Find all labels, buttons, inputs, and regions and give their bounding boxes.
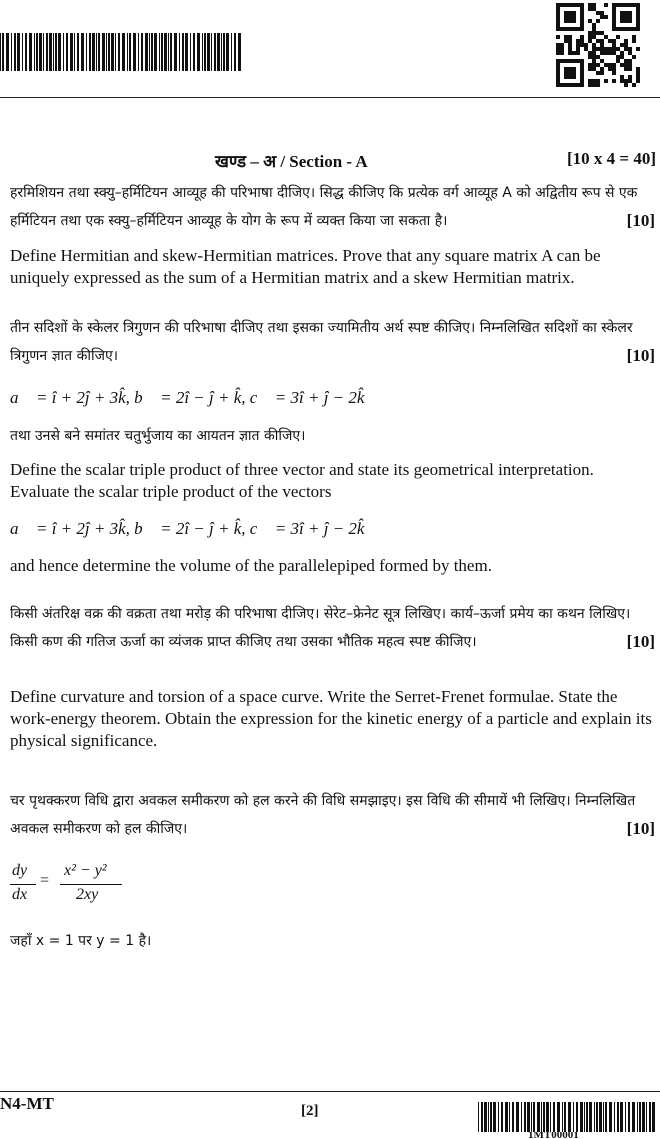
qr-module: [584, 43, 588, 47]
qr-module: [564, 11, 576, 23]
barcode-bar: [149, 33, 150, 71]
eq-rhs-numerator: x² − y²: [64, 862, 107, 879]
barcode-bar: [521, 1102, 522, 1132]
eq-lhs-denominator: dx: [12, 886, 28, 903]
barcode-bar: [89, 33, 91, 71]
bottom-barcode: [478, 1102, 658, 1132]
qr-module: [596, 11, 600, 15]
qr-module: [576, 43, 580, 47]
qr-module: [568, 39, 572, 43]
q1-hindi-text: हरमिशियन तथा स्क्यु–हर्मिटियन आव्यूह की परिभाषा दीजिए। सिद्ध कीजिए कि प्रत्येक वर्ग आव्यूह A को अद्वितीय रूप से एक हर्मिटियन तथा एक स्क्यु–हर्मिटियन आव्यूह के योग के रूप में व्यक्त किया जा सकता है।: [10, 185, 638, 229]
barcode-bar: [238, 33, 241, 71]
barcode-bar: [221, 33, 222, 71]
barcode-bar: [537, 1102, 540, 1132]
q2-vectors-1: a⃗ = î + 2ĵ + 3k̂, b⃗ = 2î − ĵ + k̂, c⃗ = 3î + ĵ − 2k̂: [10, 388, 365, 407]
qr-module: [612, 39, 616, 43]
qr-module: [568, 47, 572, 51]
barcode-bar: [609, 1102, 612, 1132]
barcode-bar: [568, 1102, 571, 1132]
barcode-bar: [185, 33, 188, 71]
q4-hindi-text: चर पृथक्करण विधि द्वारा अवकल समीकरण को हल करने की विधि समझाइए। इस विधि की सीमायें भी लिखिए। निम्नलिखित अवकल समीकरण को हल कीजिए।: [10, 793, 636, 837]
qr-module: [560, 47, 564, 51]
qr-module: [612, 79, 616, 83]
barcode-bar: [557, 1102, 560, 1132]
q1-english: Define Hermitian and skew-Hermitian matrices. Prove that any square matrix A can be uniquely expressed as the sum of a Hermitian matrix and a skew Hermitian matrix.: [10, 246, 601, 287]
barcode-bar: [179, 33, 180, 71]
barcode-bar: [223, 33, 225, 71]
barcode-bar: [138, 33, 139, 71]
qr-module: [620, 11, 632, 23]
qr-module: [608, 39, 612, 43]
qr-module: [576, 39, 580, 43]
qr-module: [620, 75, 624, 79]
qr-module: [556, 47, 560, 51]
barcode-bar: [55, 33, 57, 71]
qr-module: [564, 67, 576, 79]
barcode-bar: [586, 1102, 588, 1132]
q1-marks: [10]: [626, 211, 655, 230]
barcode-bar: [620, 1102, 623, 1132]
barcode-bar: [115, 33, 116, 71]
qr-module: [632, 39, 636, 43]
qr-module: [600, 67, 604, 71]
barcode-bar: [22, 33, 23, 71]
barcode-bar: [14, 33, 16, 71]
qr-module: [592, 27, 596, 31]
barcode-bar: [490, 1102, 492, 1132]
barcode-bar: [625, 1102, 626, 1132]
qr-module: [616, 35, 620, 39]
paper-code: N4-MT: [0, 1094, 54, 1113]
qr-module: [588, 67, 592, 71]
barcode-bar: [614, 1102, 615, 1132]
qr-module: [588, 51, 592, 55]
barcode-bar: [214, 33, 216, 71]
qr-module: [588, 7, 592, 11]
barcode-bar: [106, 33, 107, 71]
qr-module: [636, 71, 640, 75]
barcode-bar: [159, 33, 160, 71]
barcode-bar: [66, 33, 68, 71]
q4-condition: जहाँ x = 1 पर y = 1 है।: [10, 933, 152, 949]
qr-module: [600, 15, 604, 19]
barcode-bar: [11, 33, 12, 71]
qr-module: [576, 51, 580, 55]
qr-module: [592, 63, 596, 67]
qr-module: [596, 83, 600, 87]
eq-rhs-bar: [60, 884, 122, 885]
barcode-bar: [594, 1102, 595, 1132]
qr-module: [616, 55, 620, 59]
barcode-bar: [531, 1102, 532, 1132]
qr-module: [560, 51, 564, 55]
barcode-bar: [204, 33, 206, 71]
eq-lhs-numerator: dy: [12, 862, 28, 879]
footer-rule: [0, 1091, 660, 1092]
section-header: [0, 149, 660, 173]
barcode-bar: [161, 33, 163, 71]
q2-vectors-2: a⃗ = î + 2ĵ + 3k̂, b⃗ = 2î − ĵ + k̂, c⃗ = 3î + ĵ − 2k̂: [10, 519, 365, 538]
qr-module: [588, 55, 592, 59]
qr-module: [636, 47, 640, 51]
qr-module: [588, 19, 592, 23]
barcode-bar: [168, 33, 169, 71]
qr-module: [632, 35, 636, 39]
barcode-bar: [0, 33, 1, 71]
qr-module: [596, 79, 600, 83]
qr-module: [612, 71, 616, 75]
qr-module: [624, 63, 628, 67]
barcode-bar: [217, 33, 220, 71]
qr-module: [568, 35, 572, 39]
qr-module: [628, 79, 632, 83]
qr-module: [592, 35, 596, 39]
qr-module: [620, 51, 624, 55]
barcode-bar: [550, 1102, 551, 1132]
qr-module: [600, 51, 604, 55]
q4-hindi: [10, 787, 655, 843]
qr-module: [592, 51, 596, 55]
barcode-bar: [546, 1102, 549, 1132]
qr-module: [632, 83, 636, 87]
barcode-bar: [122, 33, 125, 71]
barcode-bar: [202, 33, 203, 71]
qr-module: [636, 67, 640, 71]
qr-module: [592, 31, 596, 35]
q2-english: Define the scalar triple product of three vector and state its geometrical interpretation. Evaluate the scalar triple product of the vectors: [10, 460, 594, 501]
eq-equals: =: [40, 872, 50, 889]
qr-code: [556, 3, 640, 87]
barcode-bar: [501, 1102, 503, 1132]
barcode-bar: [603, 1102, 604, 1132]
qr-module: [592, 47, 596, 51]
barcode-bar: [6, 33, 9, 71]
barcode-bar: [53, 33, 54, 71]
q2-hindi-text: तीन सदिशों के स्केलर त्रिगुणन की परिभाषा दीजिए तथा इसका ज्यामितीय अर्थ स्पष्ट कीजिए। निम्नलिखित सदिशों का स्केलर त्रिगुणन ज्ञात कीजिए।: [10, 320, 633, 364]
barcode-bar: [34, 33, 35, 71]
section-marks: [10 x 4 = 40]: [566, 149, 656, 168]
qr-module: [600, 39, 604, 43]
barcode-bar: [129, 33, 131, 71]
page-number: [2]: [301, 1103, 319, 1119]
barcode-bar: [81, 33, 84, 71]
q1-hindi: [10, 179, 655, 235]
barcode-bar: [562, 1102, 563, 1132]
qr-module: [584, 47, 588, 51]
barcode-bar: [527, 1102, 530, 1132]
qr-module: [608, 67, 612, 71]
qr-module: [556, 35, 560, 39]
barcode-bar: [512, 1102, 514, 1132]
qr-module: [588, 31, 592, 35]
barcode-bar: [145, 33, 148, 71]
qr-module: [604, 47, 608, 51]
barcode-bar: [493, 1102, 496, 1132]
qr-module: [604, 79, 608, 83]
barcode-bar: [36, 33, 38, 71]
qr-module: [596, 55, 600, 59]
qr-module: [612, 51, 616, 55]
qr-module: [624, 83, 628, 87]
qr-module: [596, 19, 600, 23]
barcode-bar: [584, 1102, 585, 1132]
barcode-bar: [509, 1102, 510, 1132]
serial-number: 1MT00001: [528, 1132, 579, 1139]
barcode-bar: [478, 1102, 479, 1132]
qr-module: [556, 43, 560, 47]
qr-module: [624, 67, 628, 71]
eq-lhs-bar: [10, 884, 36, 885]
qr-module: [588, 83, 592, 87]
barcode-bar: [154, 33, 157, 71]
barcode-bar: [481, 1102, 483, 1132]
barcode-bar: [639, 1102, 641, 1132]
qr-module: [628, 47, 632, 51]
barcode-bar: [74, 33, 75, 71]
barcode-bar: [524, 1102, 526, 1132]
barcode-bar: [151, 33, 153, 71]
qr-module: [628, 59, 632, 63]
barcode-bar: [17, 33, 20, 71]
qr-module: [612, 63, 616, 67]
barcode-bar: [127, 33, 128, 71]
barcode-bar: [29, 33, 32, 71]
barcode-bar: [39, 33, 42, 71]
qr-module: [612, 47, 616, 51]
qr-module: [624, 39, 628, 43]
qr-module: [600, 59, 604, 63]
qr-module: [592, 7, 596, 11]
barcode-bar: [541, 1102, 542, 1132]
qr-module: [600, 71, 604, 75]
barcode-bar: [498, 1102, 499, 1132]
barcode-bar: [77, 33, 79, 71]
barcode-bar: [170, 33, 172, 71]
qr-module: [572, 51, 576, 55]
barcode-bar: [637, 1102, 638, 1132]
qr-module: [620, 55, 624, 59]
qr-module: [620, 63, 624, 67]
barcode-bar: [488, 1102, 489, 1132]
barcode-bar: [193, 33, 195, 71]
barcode-bar: [174, 33, 177, 71]
qr-module: [568, 43, 572, 47]
q2-hindi: [10, 314, 655, 370]
qr-module: [592, 23, 596, 27]
qr-module: [596, 63, 600, 67]
barcode-bar: [98, 33, 100, 71]
qr-module: [592, 43, 596, 47]
barcode-bar: [43, 33, 44, 71]
qr-module: [616, 59, 620, 63]
barcode-bar: [533, 1102, 535, 1132]
qr-module: [612, 67, 616, 71]
barcode-bar: [111, 33, 114, 71]
barcode-bar: [576, 1102, 578, 1132]
qr-module: [600, 47, 604, 51]
qr-module: [592, 79, 596, 83]
qr-module: [624, 43, 628, 47]
barcode-bar: [628, 1102, 630, 1132]
barcode-bar: [516, 1102, 519, 1132]
qr-module: [600, 43, 604, 47]
barcode-bar: [596, 1102, 598, 1132]
barcode-bar: [505, 1102, 508, 1132]
barcode-bar: [231, 33, 232, 71]
eq-rhs-denominator: 2xy: [76, 886, 99, 903]
barcode-bar: [25, 33, 27, 71]
qr-module: [604, 35, 608, 39]
qr-module: [592, 59, 596, 63]
barcode-bar: [642, 1102, 645, 1132]
barcode-bar: [58, 33, 61, 71]
qr-module: [628, 75, 632, 79]
qr-module: [636, 75, 640, 79]
qr-module: [568, 51, 572, 55]
barcode-bar: [92, 33, 95, 71]
qr-module: [628, 63, 632, 67]
barcode-bar: [580, 1102, 583, 1132]
qr-module: [600, 31, 604, 35]
barcode-bar: [211, 33, 212, 71]
barcode-bar: [599, 1102, 602, 1132]
barcode-bar: [234, 33, 236, 71]
qr-module: [604, 3, 608, 7]
qr-module: [608, 63, 612, 67]
barcode-bar: [70, 33, 73, 71]
qr-module: [620, 43, 624, 47]
q3-hindi: [10, 600, 655, 656]
qr-module: [564, 35, 568, 39]
qr-module: [588, 79, 592, 83]
barcode-bar: [543, 1102, 545, 1132]
qr-module: [628, 51, 632, 55]
barcode-bar: [164, 33, 167, 71]
q3-hindi-text: किसी अंतरिक्ष वक्र की वक्रता तथा मरोड़ की परिभाषा दीजिए। सेरेट–फ्रेनेट सूत्र लिखिए। कार्य–ऊर्जा प्रमेय का कथन लिखिए। किसी कण की गतिज ऊर्जा का व्यंजक प्राप्त कीजिए तथा उसका भौतिक महत्व स्पष्ट कीजिए।: [10, 606, 631, 650]
barcode-bar: [182, 33, 184, 71]
qr-module: [588, 63, 592, 67]
qr-module: [592, 83, 596, 87]
qr-module: [628, 67, 632, 71]
qr-module: [588, 35, 592, 39]
qr-module: [580, 35, 584, 39]
barcode-bar: [2, 33, 4, 71]
q2-english-2: and hence determine the volume of the parallelepiped formed by them.: [10, 556, 492, 575]
qr-module: [620, 79, 624, 83]
q2-marks: [10]: [626, 346, 655, 365]
qr-module: [608, 51, 612, 55]
q3-english: Define curvature and torsion of a space curve. Write the Serret-Frenet formulae. State the work-energy theorem. Obtain the expression for the kinetic energy of a particle and explain its physical significance.: [10, 687, 652, 750]
barcode-bar: [207, 33, 210, 71]
barcode-bar: [141, 33, 143, 71]
qr-module: [580, 39, 584, 43]
qr-module: [608, 47, 612, 51]
barcode-bar: [605, 1102, 607, 1132]
barcode-bar: [46, 33, 48, 71]
barcode-bar: [564, 1102, 566, 1132]
barcode-bar: [646, 1102, 647, 1132]
qr-module: [624, 59, 628, 63]
top-barcode: [0, 33, 245, 71]
q2-hindi-2: तथा उनसे बने समांतर चतुर्भुजाय का आयतन ज्ञात कीजिए।: [10, 428, 306, 444]
barcode-bar: [102, 33, 105, 71]
qr-module: [564, 39, 568, 43]
q3-marks: [10]: [626, 632, 655, 651]
qr-module: [636, 79, 640, 83]
header-rule: [0, 97, 660, 98]
qr-module: [592, 67, 596, 71]
barcode-bar: [96, 33, 97, 71]
qr-module: [600, 11, 604, 15]
qr-module: [624, 79, 628, 83]
barcode-bar: [118, 33, 120, 71]
qr-module: [604, 63, 608, 67]
barcode-bar: [652, 1102, 655, 1132]
qr-module: [588, 3, 592, 7]
barcode-bar: [108, 33, 110, 71]
qr-module: [592, 55, 596, 59]
barcode-bar: [63, 33, 64, 71]
barcode-bar: [49, 33, 52, 71]
qr-module: [616, 47, 620, 51]
qr-module: [580, 43, 584, 47]
barcode-bar: [649, 1102, 651, 1132]
barcode-bar: [573, 1102, 574, 1132]
qr-module: [632, 55, 636, 59]
barcode-bar: [553, 1102, 555, 1132]
barcode-bar: [197, 33, 200, 71]
qr-module: [604, 15, 608, 19]
qr-module: [556, 51, 560, 55]
qr-module: [596, 71, 600, 75]
qr-module: [592, 3, 596, 7]
qr-module: [560, 43, 564, 47]
section-label: खण्ड – अ / Section - A: [215, 152, 368, 171]
barcode-bar: [133, 33, 136, 71]
qr-module: [596, 47, 600, 51]
barcode-bar: [190, 33, 191, 71]
barcode-bar: [632, 1102, 635, 1132]
barcode-bar: [86, 33, 87, 71]
barcode-bar: [617, 1102, 619, 1132]
qr-module: [596, 31, 600, 35]
qr-module: [604, 51, 608, 55]
qr-module: [612, 43, 616, 47]
barcode-bar: [226, 33, 229, 71]
barcode-bar: [589, 1102, 592, 1132]
qr-module: [576, 47, 580, 51]
q4-marks: [10]: [626, 819, 655, 838]
qr-module: [596, 39, 600, 43]
qr-module: [588, 39, 592, 43]
qr-module: [624, 47, 628, 51]
barcode-bar: [484, 1102, 487, 1132]
